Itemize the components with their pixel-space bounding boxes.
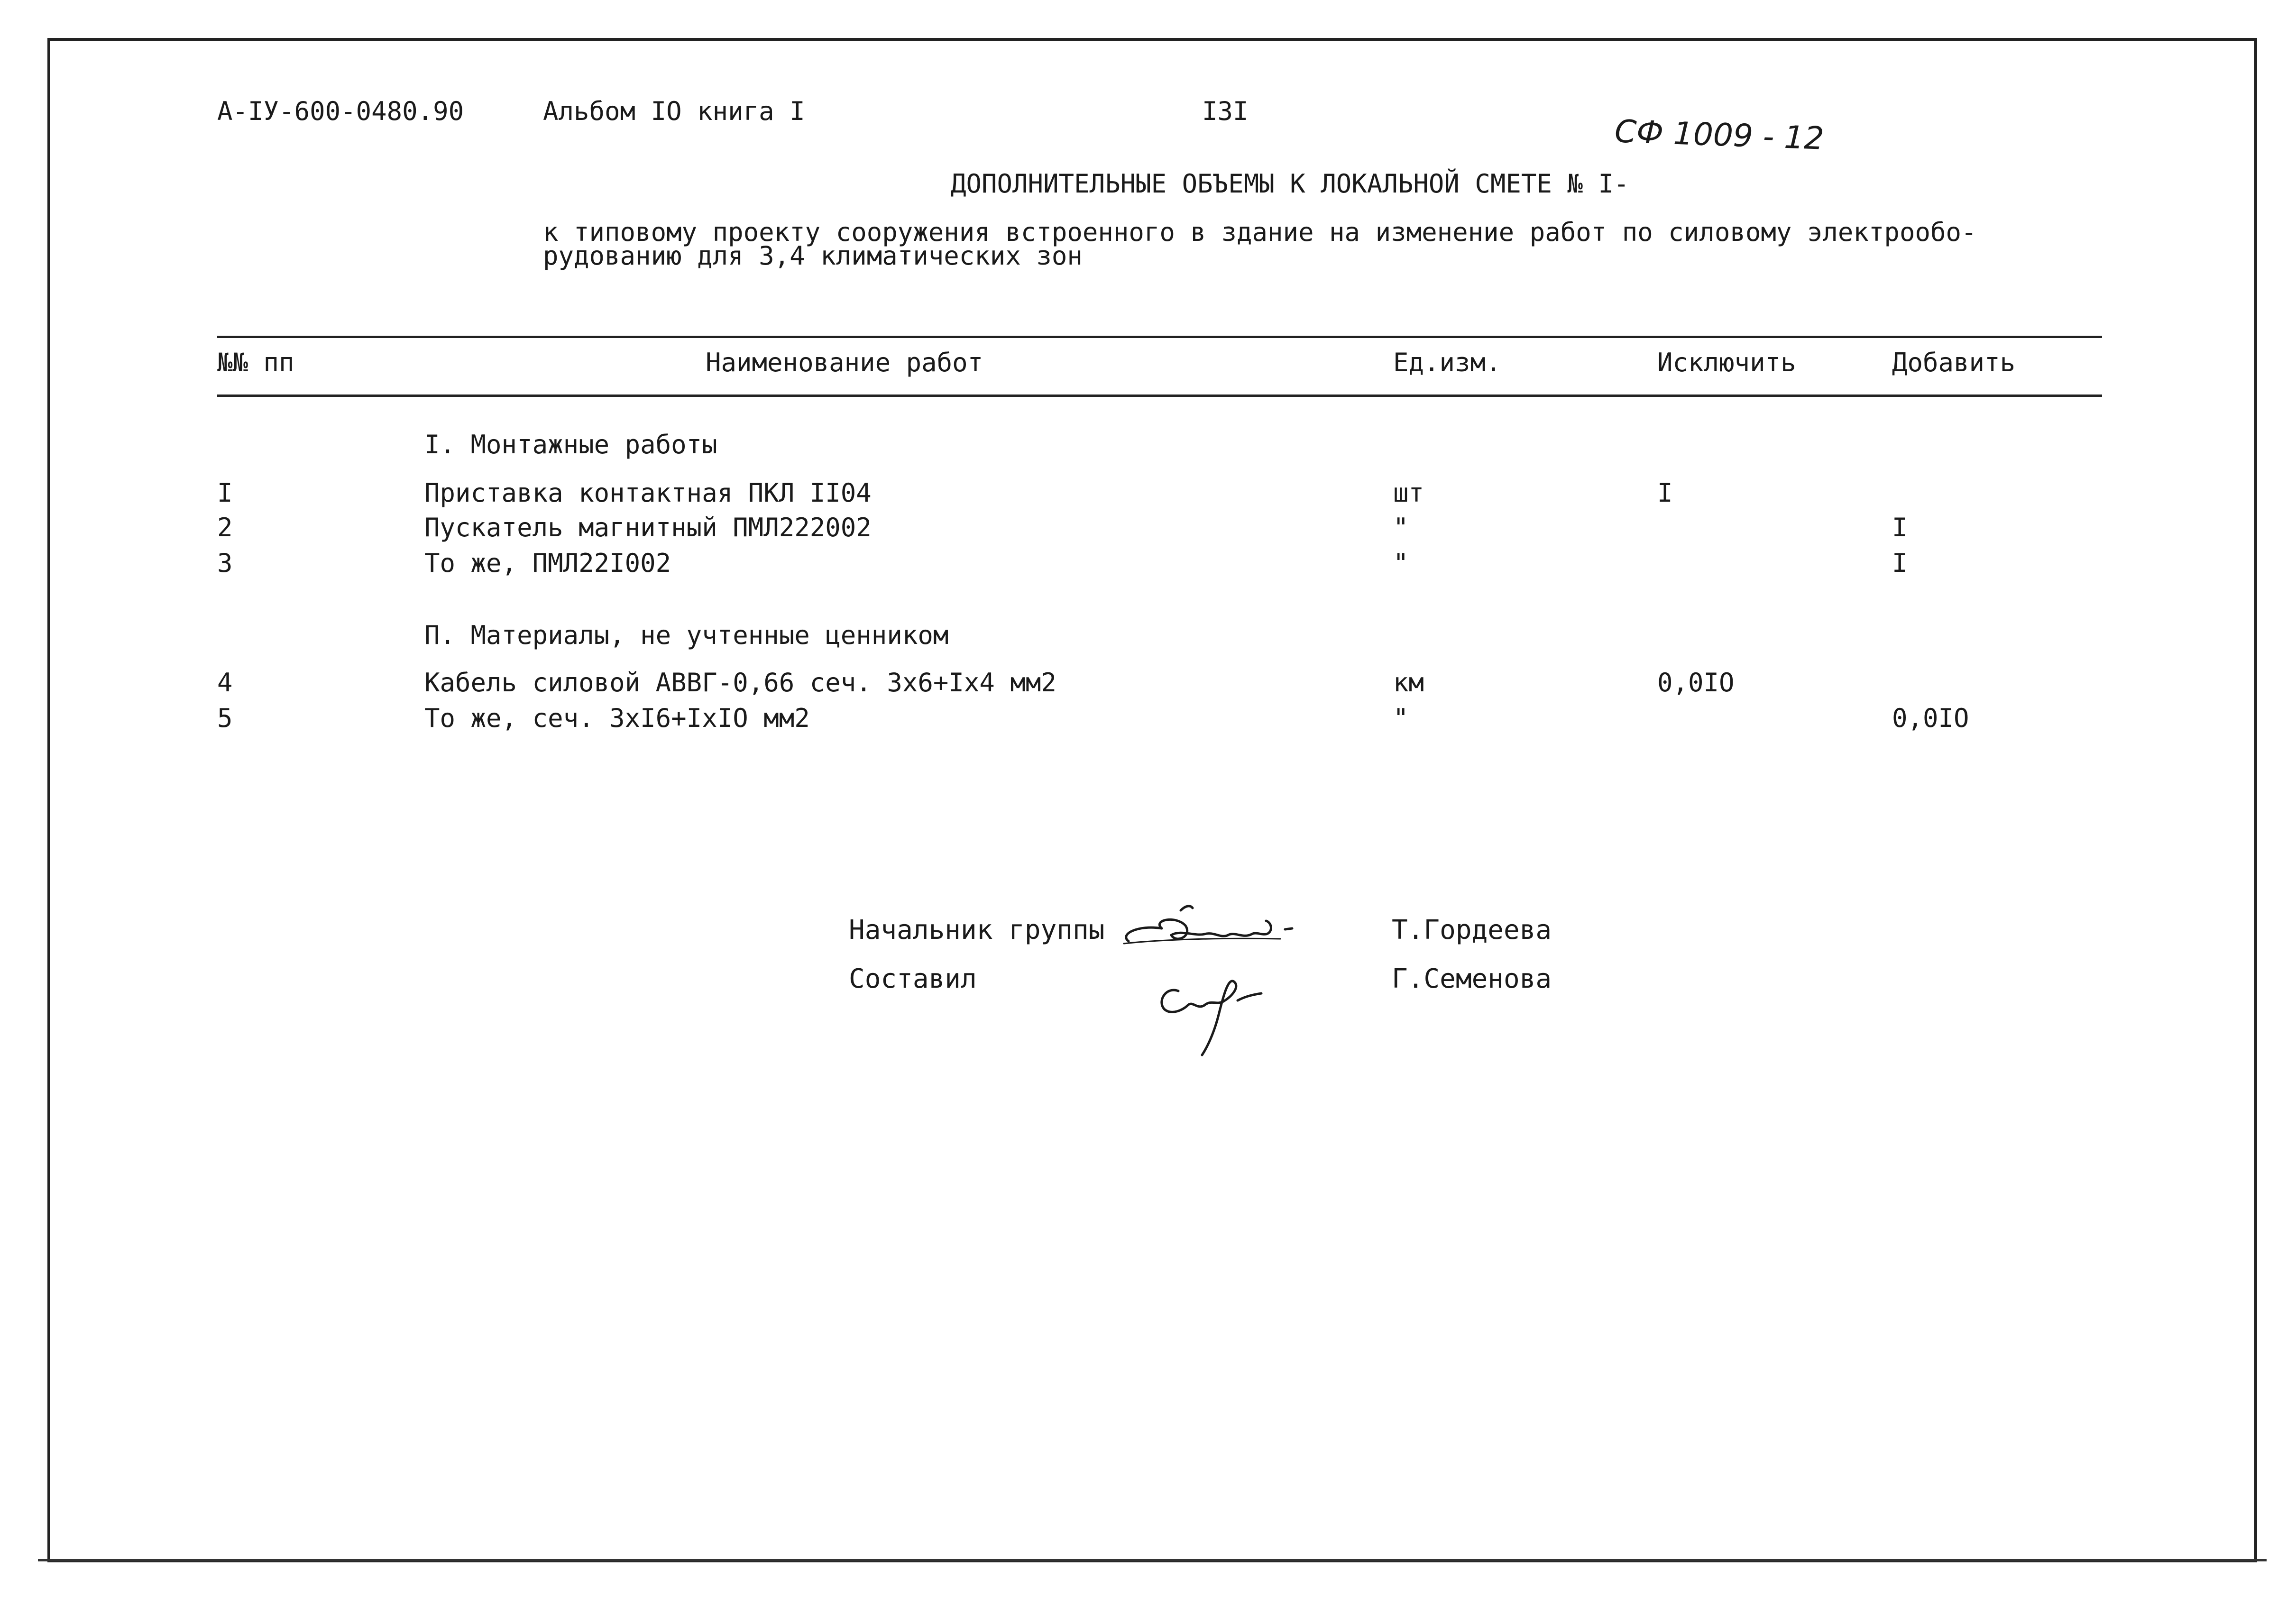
row-name: Кабель силовой АВВГ-0,66 сеч. 3х6+Iх4 мм2: [424, 668, 1056, 697]
row-exclude: I: [1657, 478, 1673, 508]
row-num: I: [217, 478, 233, 508]
row-unit: ": [1393, 703, 1409, 733]
row-exclude: 0,0IO: [1657, 668, 1735, 697]
document-title: ДОПОЛНИТЕЛЬНЫЕ ОБЪЕМЫ К ЛОКАЛЬНОЙ СМЕТЕ № I-: [951, 169, 1629, 199]
row-unit: ": [1393, 548, 1409, 578]
bottom-rule: [38, 1559, 2267, 1561]
header-name: Наименование работ: [706, 348, 983, 377]
row-num: 3: [217, 548, 233, 578]
row-add: I: [1892, 548, 1908, 578]
header-exclude: Исключить: [1657, 348, 1796, 377]
signature-role-group-head: Начальник группы: [849, 915, 1105, 945]
row-name: Пускатель магнитный ПМЛ222002: [424, 513, 872, 542]
row-unit: км: [1393, 668, 1424, 697]
row-num: 5: [217, 703, 233, 733]
row-add: I: [1892, 513, 1908, 542]
row-add: 0,0IO: [1892, 703, 1969, 733]
signature-name-compiler: Г.Семенова: [1392, 963, 1552, 994]
row-num: 4: [217, 668, 233, 697]
table-top-rule: [217, 336, 2102, 338]
document-subtitle-line-2: рудованию для 3,4 климатических зон: [543, 241, 1083, 271]
handwritten-signatures: [1110, 891, 1375, 1062]
row-unit: ": [1393, 513, 1409, 542]
signature-name-group-head: Т.Гордеева: [1392, 915, 1552, 945]
row-name: Приставка контактная ПКЛ II04: [424, 478, 872, 508]
album-label: Альбом IO книга I: [543, 96, 805, 126]
row-unit: шт: [1393, 478, 1424, 508]
row-num: 2: [217, 513, 233, 542]
header-num: №№ пп: [217, 348, 294, 377]
row-name: То же, сеч. 3хI6+IхIO мм2: [424, 703, 810, 733]
header-unit: Ед.изм.: [1393, 348, 1501, 377]
header-add: Добавить: [1892, 348, 2016, 377]
document-subtitle-line-1: к типовому проекту сооружения встроенного в здание на изменение работ по силовому электрообо-: [543, 217, 1977, 247]
page-number: I3I: [1202, 96, 1249, 126]
page-frame: [47, 38, 2257, 1562]
table-header-rule: [217, 395, 2102, 397]
document-code: А-IУ-600-0480.90: [217, 96, 464, 126]
handwritten-stamp: СФ 1009 - 12: [1614, 113, 1825, 157]
section-title: П. Материалы, не учтенные ценником: [424, 620, 949, 650]
row-name: То же, ПМЛ22I002: [424, 548, 671, 578]
signature-role-compiler: Составил: [849, 963, 977, 994]
section-title: I. Монтажные работы: [424, 430, 717, 459]
